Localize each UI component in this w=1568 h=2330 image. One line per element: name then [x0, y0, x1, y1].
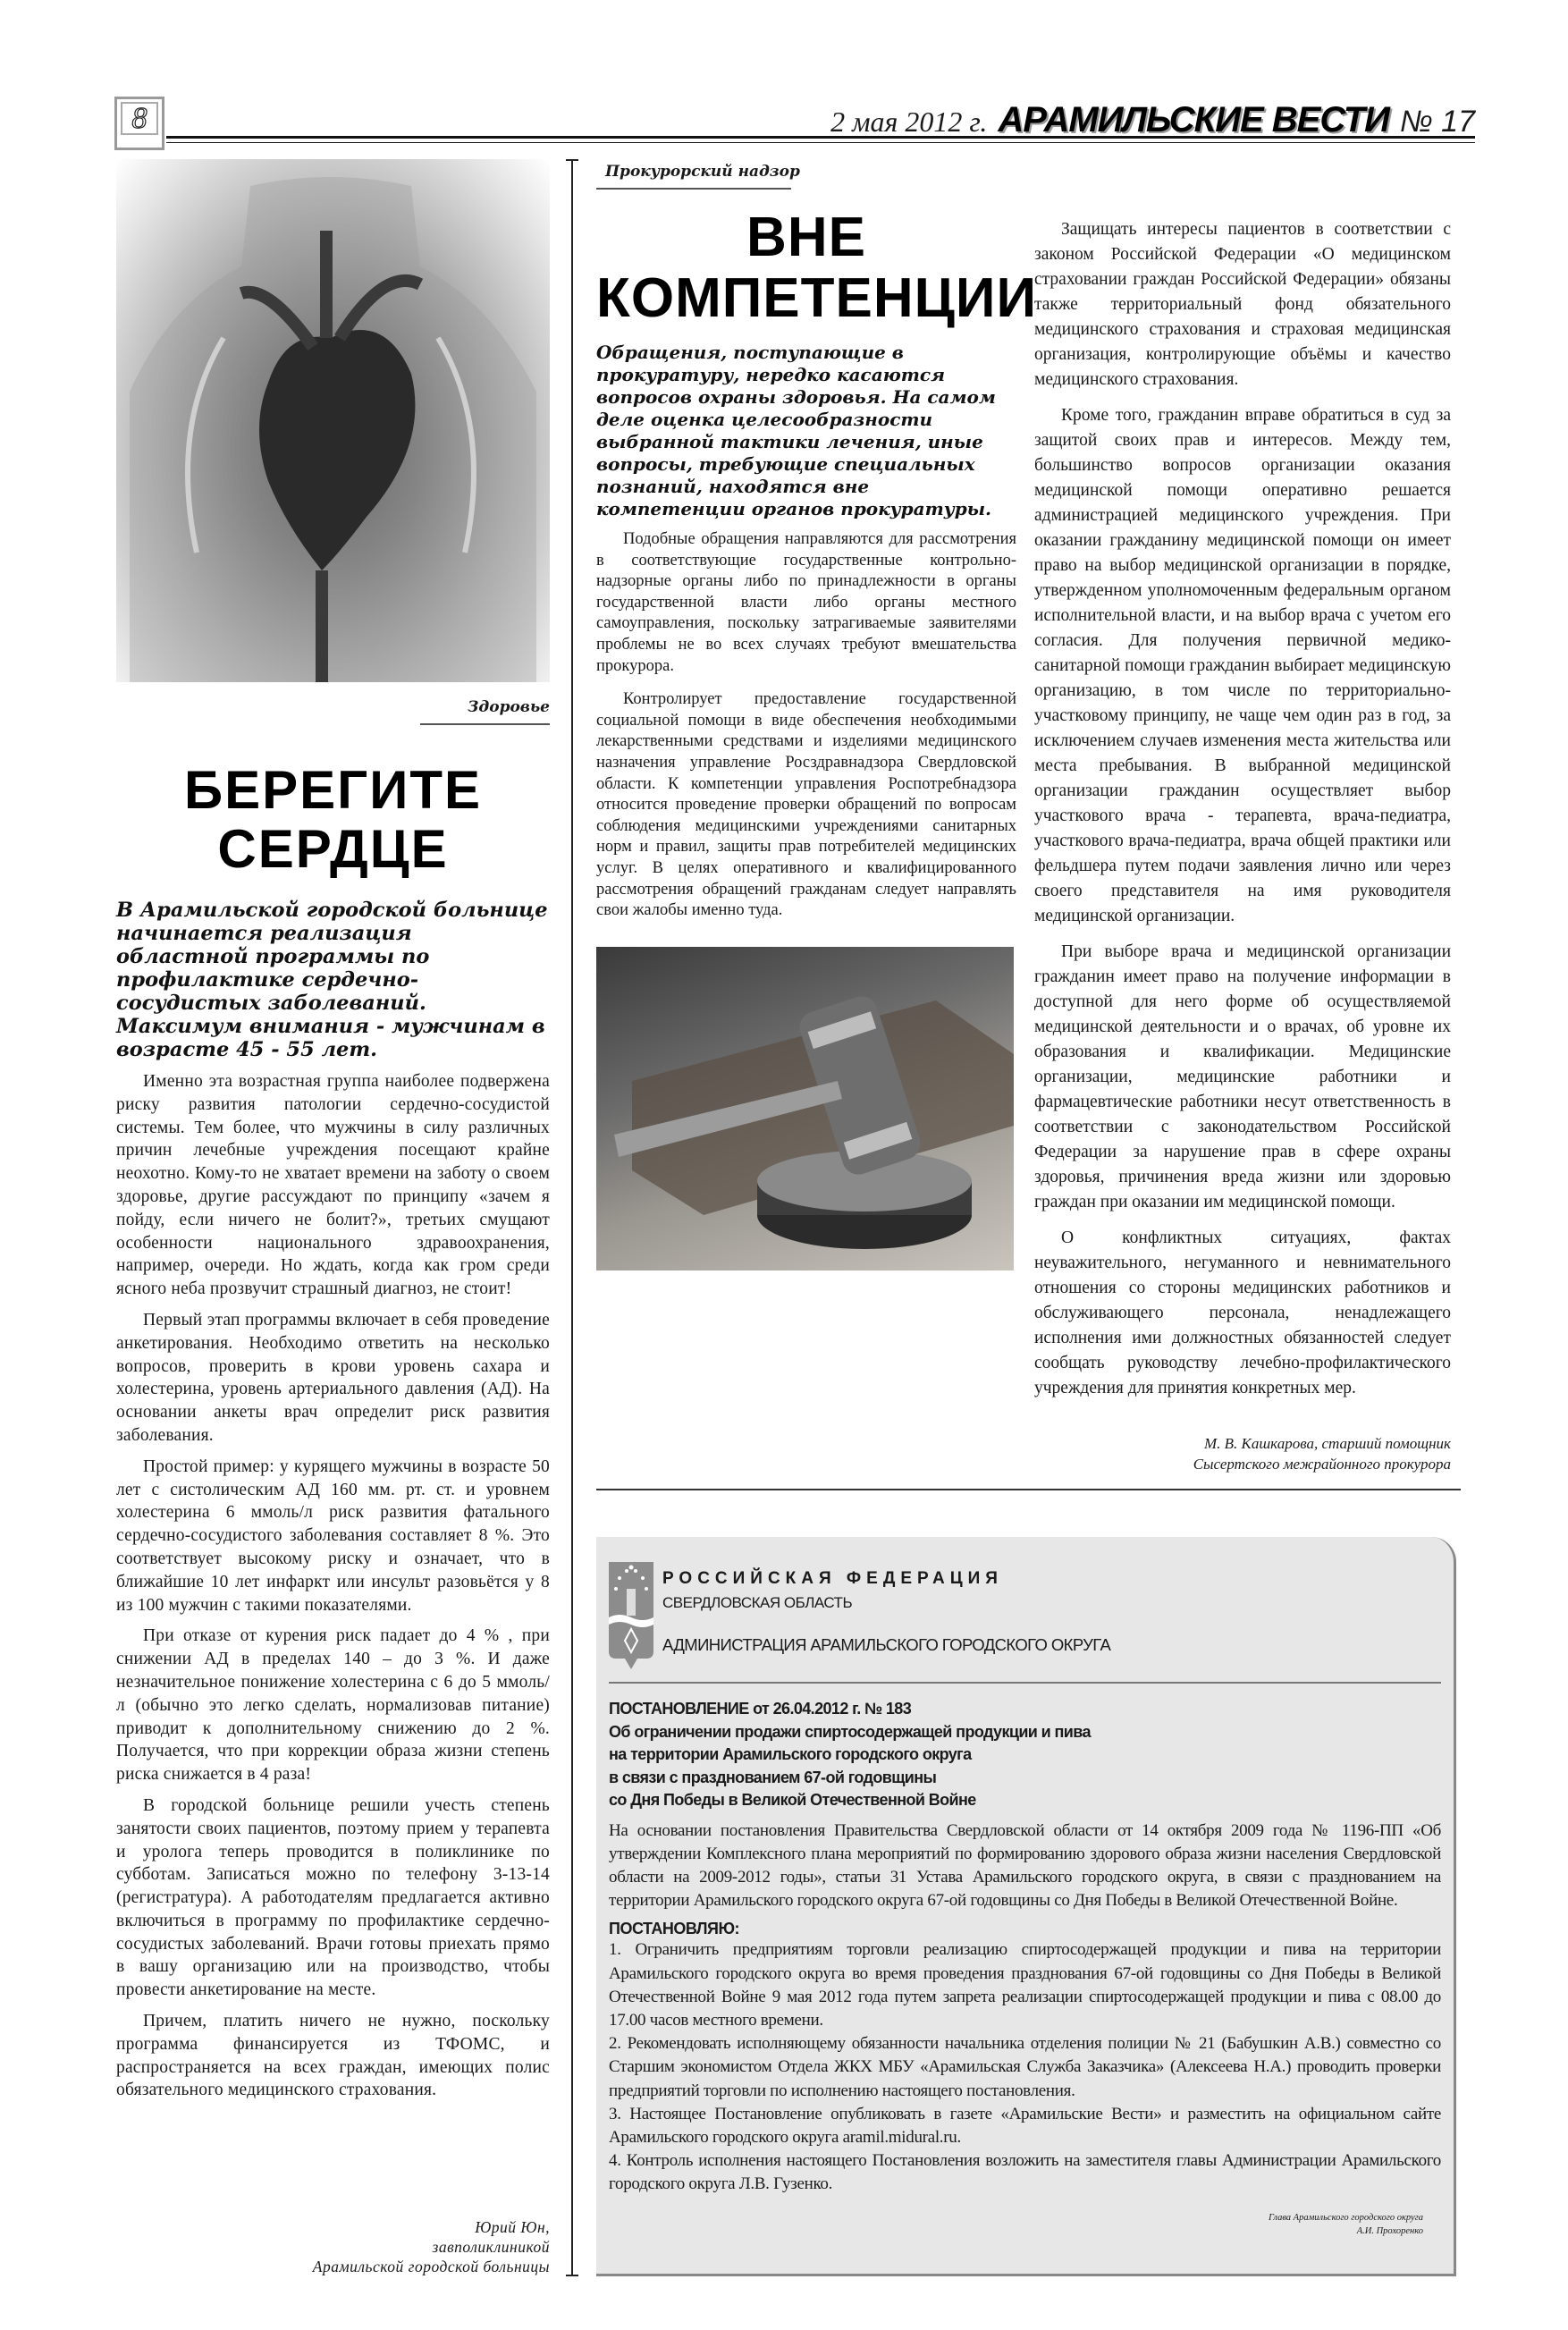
paragraph: Именно эта возрастная группа наиболее подвержена риску развития патологии сердечно-сосудистой системы. Тем более, что мужчины в силу различных причин лечебные учреждения посещают крайне неохотно. Кому-то не хватает времени на заботу о своем здоровье, другие рассуждают по принципу «зачем я пойду, если ничего не болит?», третьих смущают особенности национального здравоохранения, например, очереди. Но ждать, когда как гром среди ясного неба прозвучит страшный диагноз, не стоит!: [116, 1072, 550, 1299]
decree-region: СВЕРДЛОВСКАЯ ОБЛАСТЬ: [662, 1594, 853, 1611]
paragraph: Контролирует предоставление государственной социальной помощи в виде обеспечения необходимыми лекарственными средствами и изделиями медицинского назначения управление Росздравнадзора Свердловской области. К компетенции управления Роспотребнадзора относится проведение проверки обращений по вопросам соблюдения медицинскими учреждениями санитарных норм и правил, защиты прав потребителей медицинских услуг. В целях оперативного и квалифицированного рассмотрения обращений гражданам следует направлять свои жалобы именно туда.: [596, 690, 1016, 920]
decree-title-line: в связи с празднованием 67-ой годовщины: [609, 1768, 937, 1786]
prosecutor-article-signature: [1034, 1412, 1451, 1474]
paragraph: Защищать интересы пациентов в соответствии с законом Российской Федерации «О медицинском страховании граждан Российской Федерации» обязаны также территориальный фонд обязательного медицинского страхования и страховая медицинская организация, контролирующие объёмы и качество медицинского страхования.: [1034, 220, 1451, 389]
page-content: [116, 159, 1466, 2330]
right-region: [596, 159, 1466, 2276]
paragraph: В городской больнице решили учесть степень занятости своих пациентов, поэтому прием у терапевта и уролога теперь проводится в поликлинике по субботам. Записаться можно по телефону 3-13-14 (регистратура). А работодателям предлагается активно включиться в программу по профилактике сердечно-сосудистых заболеваний. Врачи готовы приехать прямо в вашу организацию или на производство, чтобы провести анкетирование на месте.: [116, 1795, 550, 2000]
health-article: [116, 159, 550, 2276]
decree-country: РОССИЙСКАЯ ФЕДЕРАЦИЯ: [662, 1569, 1003, 1588]
health-article-lead: [116, 899, 550, 1061]
newspaper-title: АРАМИЛЬСКИЕ ВЕСТИ: [998, 100, 1389, 139]
column-divider: [571, 159, 573, 2276]
decree-signature: [1269, 2211, 1423, 2238]
author-name: Юрий Юн,: [475, 2217, 550, 2236]
decree-resolve-heading: ПОСТАНОВЛЯЮ:: [609, 1920, 740, 1938]
prosecutor-article: [596, 159, 1466, 1474]
decree-item: 2. Рекомендовать исполняющему обязанности начальника отделения полиции № 21 (Бабушкин А.В.) совместно со Старшим экономистом Отдела ЖКХ МБУ «Арамильская Служба Заказчика» (Алексеева Н.А.) проводить проверки предприятий торговли по исполнению настоящего постановления.: [609, 2034, 1441, 2100]
author-position: завполиклиникой: [432, 2237, 550, 2256]
issue-number: № 17: [1399, 105, 1475, 139]
author-name: М. В. Кашкарова, старший помощник: [1204, 1435, 1451, 1452]
decree-preamble: На основании постановления Правительства Свердловской области от 14 октября 2009 года № 1196-ПП «Об утверждении Комплексного плана мероприятий по формированию здорового образа жизни населения Свердловской области на 2009-2012 годы», статьи 31 Устава Арамильского городского округа, в связи с празднованием на территории Арамильского городского округа 67-ой годовщины со Дня Победы в Великой Отечественной Войне.: [609, 1820, 1441, 1911]
title-line: СЕРДЦЕ: [217, 819, 449, 879]
decree-issuer: [662, 1562, 1110, 1669]
decree-item: 4. Контроль исполнения настоящего Постановления возложить на заместителя главы Администрации Арамильского городского округа Л.В. Гузенко.: [609, 2151, 1441, 2194]
decree-title: [609, 1698, 1441, 1812]
coat-of-arms-icon: [609, 1562, 653, 1669]
title-line: КОМПЕТЕНЦИИ: [596, 267, 1038, 329]
lead-text: В Арамильской городской больнице начинается реализация областной программы по профилактике сердечно-сосудистых заболеваний.: [116, 899, 548, 1015]
page-number-box: [114, 97, 164, 150]
prosecutor-article-column-1: [596, 159, 1038, 1474]
section-label-prosecutor: Прокурорский надзор: [605, 163, 800, 181]
decree-divider: [609, 1682, 1441, 1684]
health-article-body: [116, 1070, 550, 2110]
prosecutor-article-column-2: [1034, 159, 1451, 1474]
author-organization: Сысертского межрайонного прокурора: [1193, 1456, 1451, 1473]
article-divider: [596, 1489, 1461, 1490]
paragraph: Кроме того, гражданин вправе обратиться в суд за защитой своих прав и интересов. Между тем, большинство вопросов организации оказания медицинской помощи оперативно решается администрацией медицинского учреждения. При оказании гражданину медицинской помощи он имеет право на выбор медицинской организации в порядке, утвержденном уполномоченным федеральным органом исполнительной власти, и на выбор врача с учетом его согласия. Для получения первичной медико-санитарной помощи гражданин выбирает медицинскую организацию, в том числе по территориально-участковому принципу, не чаще чем один раз в год, за исключением случаев изменения места жительства или места пребывания. В выбранной медицинской организации гражданин осуществляет выбор участкового врача - терапевта, врача-педиатра, участкового врача-педиатра, врача общей практики или фельдшера путем подачи заявления лично или через своего представителя на имя руководителя медицинской организации.: [1034, 406, 1451, 925]
paragraph: Подобные обращения направляются для рассмотрения в соответствующие государственные контрольно-надзорные органы либо по принадлежности в органы государственной власти либо органы местного самоуправления, поскольку затрагиваемые заявителями проблемы не во всех случаях требуют вмешательства прокурора.: [596, 530, 1016, 675]
decree-title-line: со Дня Победы в Великой Отечественной Войне: [609, 1791, 976, 1809]
decree-administration: АДМИНИСТРАЦИЯ АРАМИЛЬСКОГО ГОРОДСКОГО ОКРУГА: [662, 1635, 1111, 1654]
heart-xray-image: [116, 159, 550, 682]
decree-item: 1. Ограничить предприятиям торговли реализацию спиртосодержащей продукции и пива на территории Арамильского городского округа во время проведения празднования 67-ой годовщины со Дня Победы в Великой Отечественной Войне 9 мая 2012 года путем запрета реализации спиртосодержащей продукции и пива с 08.00 до 17.00 часов местного времени.: [609, 1940, 1441, 2030]
section-rule: [596, 188, 791, 190]
decree-title-line: на территории Арамильского городского округа: [609, 1745, 972, 1763]
author-organization: Арамильской городской больницы: [312, 2257, 550, 2275]
title-line: ВНЕ: [746, 207, 866, 268]
paragraph: Первый этап программы включает в себя проведение анкетирования. Необходимо ответить на несколько вопросов, проверить в крови уровень сахара и холестерина, уровень артериального давления (АД). На основании анкеты врач определит риск развития заболевания.: [116, 1310, 550, 1445]
masthead: [830, 100, 1475, 140]
paragraph: Причем, платить ничего не нужно, поскольку программа финансируется из ТФОМС, и распространяется на всех граждан, имеющих полис обязательного медицинского страхования.: [116, 2012, 550, 2100]
health-article-title: [116, 761, 550, 879]
decree-number: ПОСТАНОВЛЕНИЕ от 26.04.2012 г. № 183: [609, 1700, 912, 1718]
prosecutor-article-body-right: [1034, 217, 1451, 1412]
title-line: БЕРЕГИТЕ: [184, 760, 482, 820]
signatory-position: Глава Арамильского городского округа: [1268, 2212, 1423, 2223]
page-number: 8: [121, 102, 158, 135]
paragraph: Простой пример: у курящего мужчины в возрасте 50 лет с систолическим АД 160 мм. рт. ст. и уровнем холестерина 6 ммоль/л риск развития фатального сердечно-сосудистого заболевания составляет 8 %. Это соответствует высокому риску и означает, что в ближайшие 10 лет инфаркт или инсульт разовьётся у 8 из 100 мужчин с такими показателями.: [116, 1456, 550, 1615]
paragraph: При отказе от курения риск падает до 4 % , при снижении АД в пределах 140 – до 3 %. И даже незначительное понижение холестерина с 6 до 5 ммоль/л (обычно это легко сделать, нормализовав питание) приводит к дополнительному снижению до 2 %. Получается, что при коррекции образа жизни степень риска снижается в 4 раза!: [116, 1626, 550, 1785]
issue-date: 2 мая 2012 г.: [830, 106, 988, 138]
lead-emphasis: Максимум внимания - мужчинам в возрасте 45 - 55 лет.: [116, 1015, 545, 1061]
prosecutor-article-title: [596, 207, 1038, 329]
prosecutor-article-body-mid: [596, 529, 1016, 934]
section-rule: [420, 723, 550, 725]
decree-item: 3. Настоящее Постановление опубликовать в газете «Арамильские Вести» и разместить на официальном сайте Арамильского городского округа aramil.midural.ru.: [609, 2104, 1441, 2147]
signatory-name: А.И. Прохоренко: [1356, 2225, 1423, 2236]
paragraph: При выборе врача и медицинской организации гражданин имеет право на получение информации в доступной для него форме об осуществляемой медицинской деятельности и о врачах, об уровне их образования и квалификации. Медицинские организации, медицинские работники и фармацевтические работники несут ответственность в соответствии с законодательством Российской Федерации за нарушение прав в сфере охраны здоровья, причинения вреда жизни или здоровью граждан при оказании им медицинской помощи.: [1034, 942, 1451, 1211]
health-article-signature: [116, 2196, 550, 2276]
section-label-health: Здоровье: [468, 698, 550, 716]
decree-title-line: Об ограничении продажи спиртосодержащей продукции и пива: [609, 1722, 1091, 1741]
prosecutor-article-lead: Обращения, поступающие в прокуратуру, нередко касаются вопросов охраны здоровья. На самом деле оценка целесообразности выбранной тактики лечения, иные вопросы, требующие специальных познаний, находятся вне компетенции органов прокуратуры.: [596, 342, 996, 519]
decree-header: [609, 1562, 1441, 1669]
decree-box: [596, 1537, 1456, 2276]
decree-body: [609, 1819, 1441, 2197]
gavel-image: [596, 947, 1014, 1271]
paragraph: О конфликтных ситуациях, фактах неуважительного, негуманного и невнимательного отношения со стороны медицинских работников и обслуживающего персонала, ненадлежащего исполнения ими должностных обязанностей следует сообщать руководству лечебно-профилактического учреждения для принятия конкретных мер.: [1034, 1228, 1451, 1397]
